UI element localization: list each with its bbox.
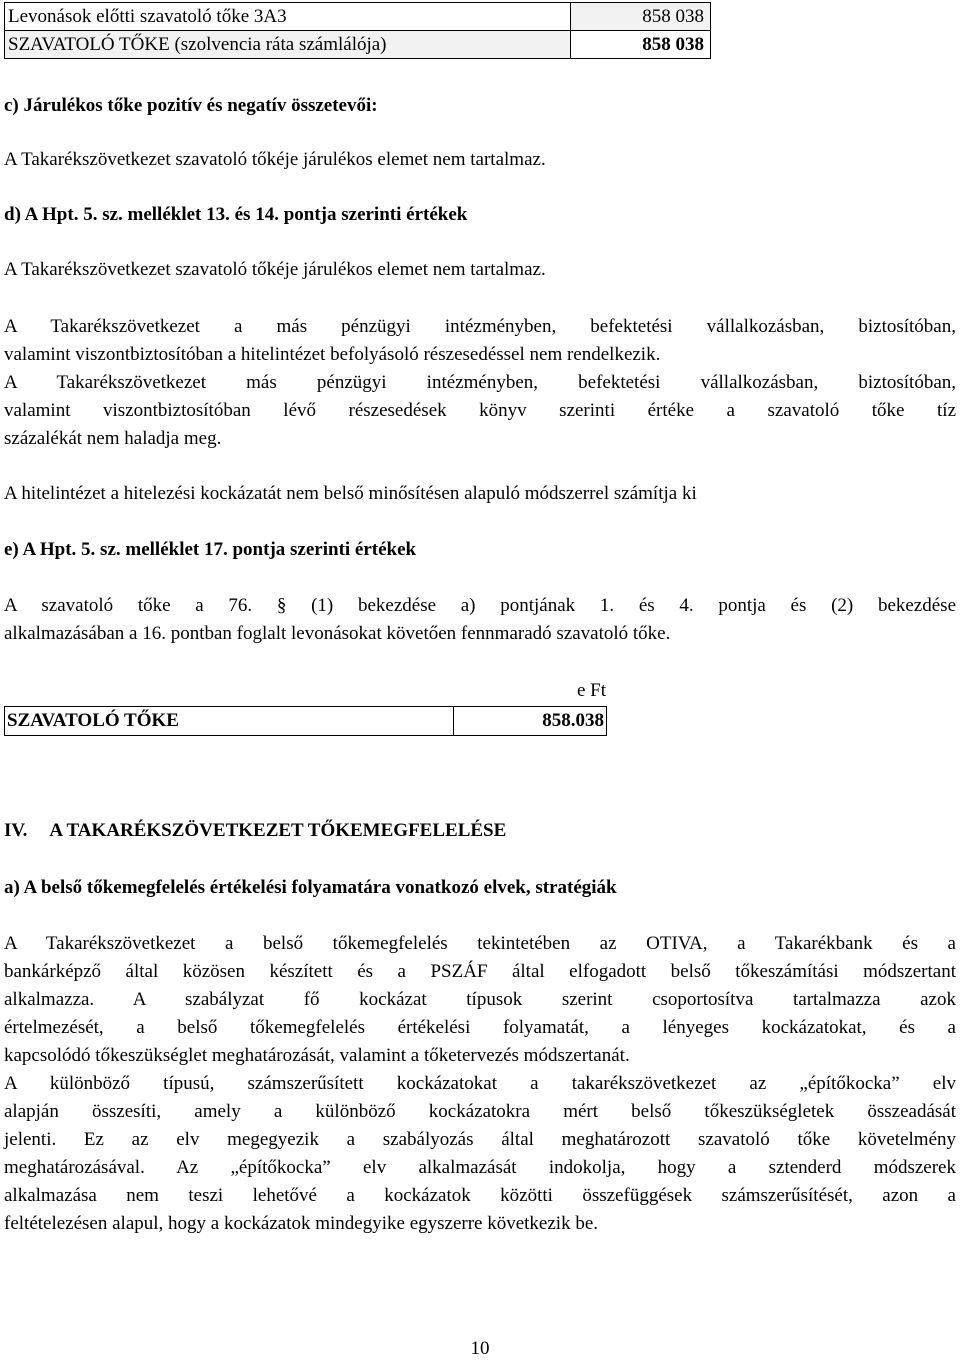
box-value: 858.038 bbox=[454, 707, 607, 736]
section-d-para3: A hitelintézet a hitelezési kockázatát nem belső minősítésen alapuló módszerrel számítja ki bbox=[4, 483, 697, 504]
section-e-line2: alkalmazásában a 16. pontban foglalt levonásokat követően fennmaradó szavatoló tőke. bbox=[4, 623, 671, 644]
section-d-para2-line1: A Takarékszövetkezet más pénzügyi intézményben, befektetési vállalkozásban, biztosítóban, bbox=[4, 372, 956, 393]
iv-para1-line: A Takarékszövetkezet a belső tőkemegfelelés tekintetében az OTIVA, a Takarékbank és a bbox=[4, 933, 956, 954]
iv-para2-line: alkalmazása nem teszi lehetővé a kockázatok közötti összefüggések számszerűsítését, azon a bbox=[4, 1185, 956, 1206]
iv-para1-line: értelmezését, a belső tőkemegfelelés értékelési folyamatát, a lényeges kockázatokat, és a bbox=[4, 1017, 956, 1038]
table-row bbox=[5, 3, 711, 31]
box-label: SZAVATOLÓ TŐKE bbox=[5, 707, 454, 736]
iv-para1-line: alkalmazza. A szabályzat fő kockázat típusok szerint csoportosítva tartalmazza azok bbox=[4, 989, 956, 1010]
table-row bbox=[5, 31, 711, 59]
section-d-para1-line2: valamint viszontbiztosítóban a hitelintézet befolyásoló részesedéssel nem rendelkezik. bbox=[4, 344, 661, 365]
section-c-heading: c) Járulékos tőke pozitív és negatív összetevői: bbox=[4, 95, 378, 116]
iv-para1-line: kapcsolódó tőkeszükséglet meghatározását, valamint a tőketervezés módszertanát. bbox=[4, 1045, 630, 1066]
section-iv-heading bbox=[4, 817, 956, 845]
section-d-para2-line2: valamint viszontbiztosítóban lévő részesedések könyv szerinti értéke a szavatoló tőke tíz bbox=[4, 400, 956, 421]
iv-para2-line: jelenti. Ez az elv megegyezik a szabályozás által meghatározott szavatoló tőke követelmény bbox=[4, 1129, 956, 1150]
row-label: Levonások előtti szavatoló tőke 3A3 bbox=[5, 3, 571, 31]
page-number: 10 bbox=[470, 1338, 490, 1359]
section-iv-title: A TAKARÉKSZÖVETKEZET TŐKEMEGFELELÉSE bbox=[49, 820, 507, 841]
row-label: SZAVATOLÓ TŐKE (szolvencia ráta számlálója) bbox=[5, 31, 571, 59]
iv-para2-line: meghatározásával. Az „építőkocka” elv alkalmazását indokolja, hogy a sztenderd módszerek bbox=[4, 1157, 956, 1178]
section-e-line1: A szavatoló tőke a 76. § (1) bekezdése a) pontjának 1. és 4. pontja és (2) bekezdése bbox=[4, 595, 956, 616]
section-d-para2-line3: százalékát nem haladja meg. bbox=[4, 428, 222, 449]
top-summary-table bbox=[4, 2, 711, 59]
section-d-para1-line1: A Takarékszövetkezet a más pénzügyi intézményben, befektetési vállalkozásban, biztosítóban, bbox=[4, 316, 956, 337]
szavatolo-toke-box bbox=[4, 706, 607, 736]
iv-para2-line: alapján összesíti, amely a különböző kockázatokra mért belső tőkeszükségletek összeadását bbox=[4, 1101, 956, 1122]
section-iv-number: IV. bbox=[4, 820, 28, 841]
row-value: 858 038 bbox=[571, 3, 711, 31]
section-c-text: A Takarékszövetkezet szavatoló tőkéje járulékos elemet nem tartalmaz. bbox=[4, 149, 546, 170]
table-row bbox=[5, 707, 607, 736]
unit-label: e Ft bbox=[576, 680, 606, 701]
row-value: 858 038 bbox=[571, 31, 711, 59]
section-d-heading: d) A Hpt. 5. sz. melléklet 13. és 14. pontja szerinti értékek bbox=[4, 204, 468, 225]
iv-para2-line: A különböző típusú, számszerűsített kockázatokat a takarékszövetkezet az „építőkocka” elv bbox=[4, 1073, 956, 1094]
section-e-heading: e) A Hpt. 5. sz. melléklet 17. pontja szerinti értékek bbox=[4, 539, 417, 560]
section-d-text: A Takarékszövetkezet szavatoló tőkéje járulékos elemet nem tartalmaz. bbox=[4, 259, 546, 280]
iv-para2-line: feltételezésen alapul, hogy a kockázatok mindegyike egyszerre következik be. bbox=[4, 1213, 599, 1234]
section-iv-sub-a: a) A belső tőkemegfelelés értékelési folyamatára vonatkozó elvek, stratégiák bbox=[4, 877, 617, 898]
iv-para1-line: bankárképző által közösen készített és a PSZÁF által elfogadott belső tőkeszámítási módszertant bbox=[4, 961, 956, 982]
